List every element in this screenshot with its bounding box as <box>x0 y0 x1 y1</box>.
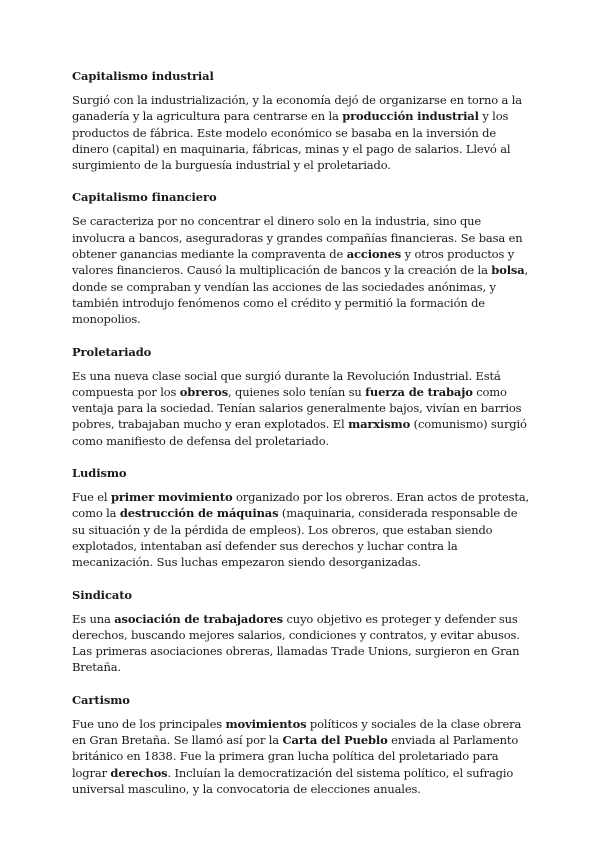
text-run: , quienes solo tenían su <box>228 384 366 399</box>
bold-term: asociación de trabajadores <box>114 611 284 626</box>
section-paragraph <box>72 716 532 797</box>
text-run: Fue el <box>72 490 111 505</box>
text-run: y otros productos y valores financieros. Causó la multiplicación de bancos y la creación de la <box>72 247 515 278</box>
bold-term: obreros <box>179 384 229 399</box>
text-run: enviada al Parlamento británico en 1838. Fue la primera gran lucha política del proletariado para lograr <box>72 733 519 780</box>
section-0 <box>72 68 532 173</box>
text-run: Surgió con la industrialización, y la economía dejó de organizarse en torno a la ganadería y la agricultura para centrarse en la <box>72 93 522 124</box>
bold-term: Carta del Pueblo <box>282 733 388 748</box>
section-heading: Sindicato <box>72 587 132 602</box>
bold-term: producción industrial <box>342 109 479 124</box>
text-run: (maquinaria, considerada responsable de su situación y de la pérdida de empleos). Los obreros, que estaban siendo explotados, intentaban así defender sus derechos y luchar contra la mecanización. Sus luchas empezaron siendo desorganizadas. <box>72 506 518 570</box>
section-paragraph <box>72 213 532 327</box>
section-3 <box>72 465 532 570</box>
section-4 <box>72 587 532 676</box>
section-paragraph <box>72 489 532 570</box>
text-run: Se caracteriza por no concentrar el dinero solo en la industria, sino que involucra a bancos, aseguradoras y grandes compañías financieras. Se basa en obtener ganancias mediante la compraventa de <box>72 214 523 262</box>
bold-term: marxismo <box>348 417 411 432</box>
section-2 <box>72 344 532 449</box>
section-heading: Ludismo <box>72 466 127 481</box>
section-paragraph <box>72 611 532 676</box>
bold-term: derechos <box>110 765 168 780</box>
section-heading: Proletariado <box>72 344 152 359</box>
section-5 <box>72 692 532 797</box>
bold-term: destrucción de máquinas <box>119 506 279 521</box>
text-run: . Incluían la democratización del sistema político, el sufragio universal masculino, y la convocatoria de elecciones anuales. <box>72 765 514 796</box>
section-1 <box>72 189 532 327</box>
text-run: (comunismo) surgió como manifiesto de defensa del proletariado. <box>72 417 527 448</box>
text-run: Es una <box>72 611 115 626</box>
bold-term: bolsa <box>491 263 525 278</box>
bold-term: primer movimiento <box>110 490 233 505</box>
section-heading: Capitalismo industrial <box>72 69 214 83</box>
bold-term: fuerza de trabajo <box>365 384 473 399</box>
bold-term: movimientos <box>225 716 307 731</box>
bold-term: acciones <box>346 247 402 262</box>
text-run: y los productos de fábrica. Este modelo económico se basaba en la inversión de dinero (capital) en maquinaria, fábricas, minas y el pago de salarios. Llevó al surgimiento de la burguesía industrial y el proletariado. <box>72 109 511 173</box>
text-run: políticos y sociales de la clase obrera en Gran Bretaña. Se llamó así por la <box>72 716 522 748</box>
section-heading: Cartismo <box>72 692 130 707</box>
text-run: cuyo objetivo es proteger y defender sus derechos, buscando mejores salarios, condiciones y contratos, y evitar abusos. Las primeras asociaciones obreras, llamadas Trade Unions, surgieron en Gran Bretaña. <box>72 611 520 675</box>
document-content <box>72 68 532 813</box>
section-paragraph <box>72 368 532 449</box>
section-paragraph <box>72 92 532 173</box>
section-heading: Capitalismo financiero <box>72 190 217 205</box>
text-run: Fue uno de los principales <box>72 716 226 731</box>
text-run: organizado por los obreros. Eran actos de protesta, como la <box>72 490 530 521</box>
text-run: , donde se compraban y vendían las acciones de las sociedades anónimas, y también introdujo fenómenos como el crédito y permitió la formación de monopolios. <box>72 263 529 327</box>
text-run: Es una nueva clase social que surgió durante la Revolución Industrial. Está compuesta por los <box>72 368 501 399</box>
text-run: como ventaja para la sociedad. Tenían salarios generalmente bajos, vivían en barrios pobres, trabajaban mucho y eran explotados. El <box>72 384 522 432</box>
